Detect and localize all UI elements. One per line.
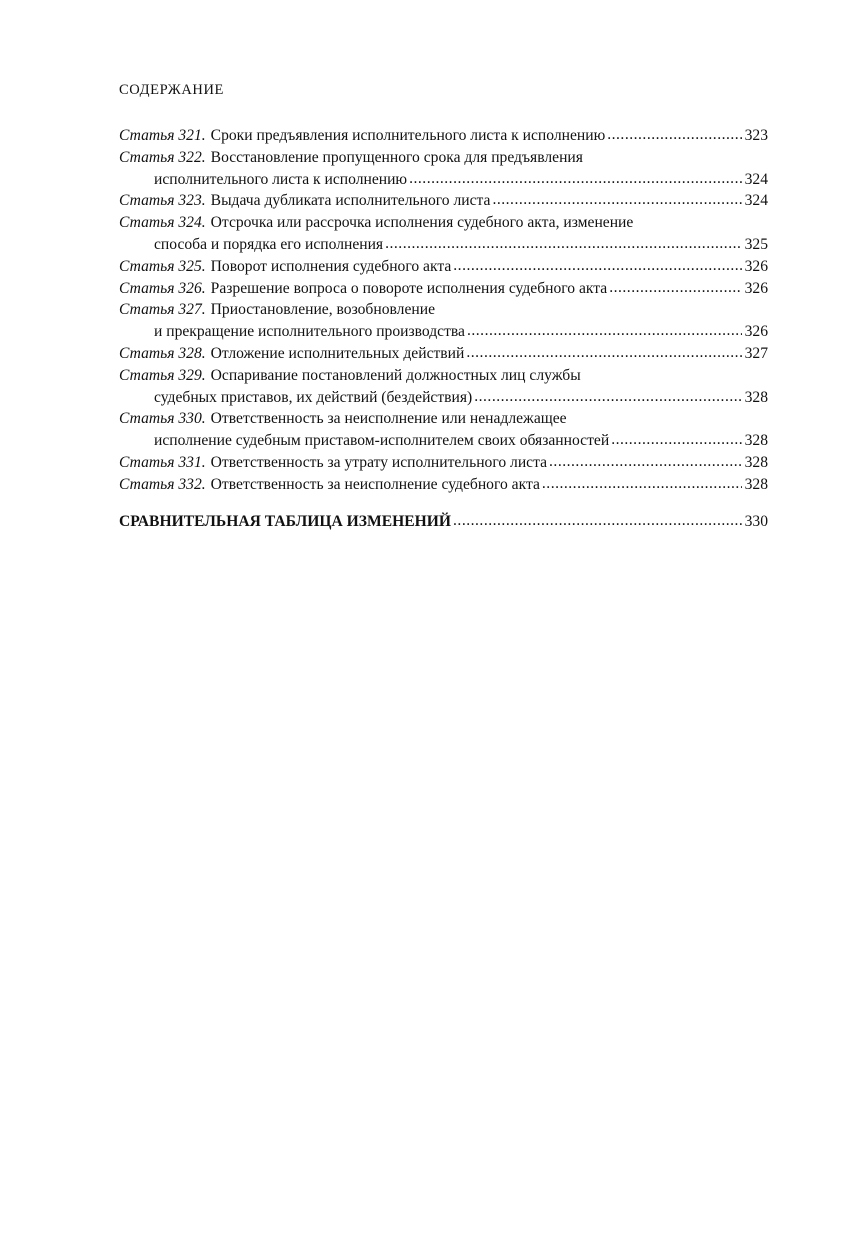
toc-entry-label: Статья 330. <box>119 410 206 428</box>
toc-entry-330[interactable] <box>119 408 768 430</box>
toc-entry-title: Отсрочка или рассрочка исполнения судебного акта, изменение <box>210 214 634 232</box>
toc-entry-322-continuation[interactable] <box>119 169 768 191</box>
toc-entry-title-continuation: и прекращение исполнительного производства <box>154 323 465 341</box>
page-header-title: СОДЕРЖАНИЕ <box>119 82 224 98</box>
toc-entry-322[interactable] <box>119 147 768 169</box>
dot-leader <box>611 429 741 451</box>
toc-section-comparison-table[interactable] <box>119 511 768 533</box>
toc-entry-page-number: 328 <box>744 432 768 450</box>
toc-entry-label: Статья 322. <box>119 148 206 166</box>
toc-entry-332[interactable] <box>119 474 768 496</box>
toc-entry-title: Ответственность за утрату исполнительного листа <box>210 453 548 471</box>
toc-entry-title-continuation: способа и порядка его исполнения <box>154 235 384 253</box>
toc-entry-label: Статья 326. <box>119 279 206 297</box>
toc-entry-329-continuation[interactable] <box>119 387 768 409</box>
toc-entry-title: Разрешение вопроса о повороте исполнения судебного акта <box>210 279 608 297</box>
toc-entry-324-continuation[interactable] <box>119 234 768 256</box>
toc-entry-page-number: 324 <box>744 170 768 188</box>
toc-section-page-number: 330 <box>744 512 768 530</box>
dot-leader <box>542 473 742 495</box>
toc-entry-label: Статья 323. <box>119 192 206 210</box>
dot-leader <box>609 277 741 299</box>
toc-entry-label: Статья 325. <box>119 257 206 275</box>
toc-entry-title: Приостановление, возобновление <box>210 301 435 319</box>
toc-entry-page-number: 323 <box>744 127 768 144</box>
toc-entry-label: Статья 329. <box>119 366 206 384</box>
toc-entry-327-continuation[interactable] <box>119 321 768 343</box>
toc-entry-page-number: 324 <box>744 192 768 210</box>
dot-leader <box>607 124 741 146</box>
dot-leader <box>492 189 741 211</box>
toc-entry-page-number: 326 <box>744 323 768 341</box>
toc-entry-page-number: 326 <box>744 257 768 275</box>
toc-entry-label: Статья 328. <box>119 344 206 362</box>
toc-entry-label: Статья 327. <box>119 301 206 319</box>
toc-entry-title: Выдача дубликата исполнительного листа <box>210 192 491 210</box>
toc-section-title: СРАВНИТЕЛЬНАЯ ТАБЛИЦА ИЗМЕНЕНИЙ <box>119 512 452 530</box>
toc-entry-title: Ответственность за неисполнение судебного акта <box>210 475 540 493</box>
toc-entry-page-number: 328 <box>744 453 768 471</box>
toc-entry-331[interactable] <box>119 452 768 474</box>
toc-entry-321[interactable] <box>119 125 768 147</box>
dot-leader <box>453 510 742 532</box>
toc-entry-page-number: 328 <box>744 388 768 406</box>
toc-entry-label: Статья 332. <box>119 475 206 493</box>
toc-entry-title: Сроки предъявления исполнительного листа к исполнению <box>210 127 606 144</box>
dot-leader <box>385 233 742 255</box>
toc-entry-page-number: 327 <box>744 344 768 362</box>
dot-leader <box>474 386 741 408</box>
toc-entry-title: Восстановление пропущенного срока для предъявления <box>210 148 583 166</box>
toc-entry-330-continuation[interactable] <box>119 430 768 452</box>
toc-entry-323[interactable] <box>119 190 768 212</box>
toc-entry-329[interactable] <box>119 365 768 387</box>
dot-leader <box>467 320 742 342</box>
toc-entry-324[interactable] <box>119 212 768 234</box>
toc-entry-325[interactable] <box>119 256 768 278</box>
dot-leader <box>466 342 741 364</box>
toc-entry-page-number: 328 <box>744 475 768 493</box>
dot-leader <box>453 255 741 277</box>
toc-entry-page-number: 326 <box>744 279 768 297</box>
toc-entry-label: Статья 321. <box>119 127 206 144</box>
dot-leader <box>549 451 742 473</box>
dot-leader <box>409 168 742 190</box>
toc-entry-328[interactable] <box>119 343 768 365</box>
toc-entry-326[interactable] <box>119 278 768 300</box>
toc-entry-title: Поворот исполнения судебного акта <box>210 257 452 275</box>
toc-entry-page-number: 325 <box>744 235 768 253</box>
toc-entry-title: Отложение исполнительных действий <box>210 344 465 362</box>
toc-entry-title: Оспаривание постановлений должностных лиц службы <box>210 366 581 384</box>
toc-entry-label: Статья 331. <box>119 453 206 471</box>
toc-entry-title-continuation: исполнение судебным приставом-исполнителем своих обязанностей <box>154 432 610 450</box>
toc-entry-label: Статья 324. <box>119 214 206 232</box>
toc-entry-title-continuation: исполнительного листа к исполнению <box>154 170 408 188</box>
toc-entry-title: Ответственность за неисполнение или ненадлежащее <box>210 410 567 428</box>
toc-entry-title-continuation: судебных приставов, их действий (бездействия) <box>154 388 473 406</box>
table-of-contents <box>119 125 768 532</box>
toc-entry-327[interactable] <box>119 299 768 321</box>
